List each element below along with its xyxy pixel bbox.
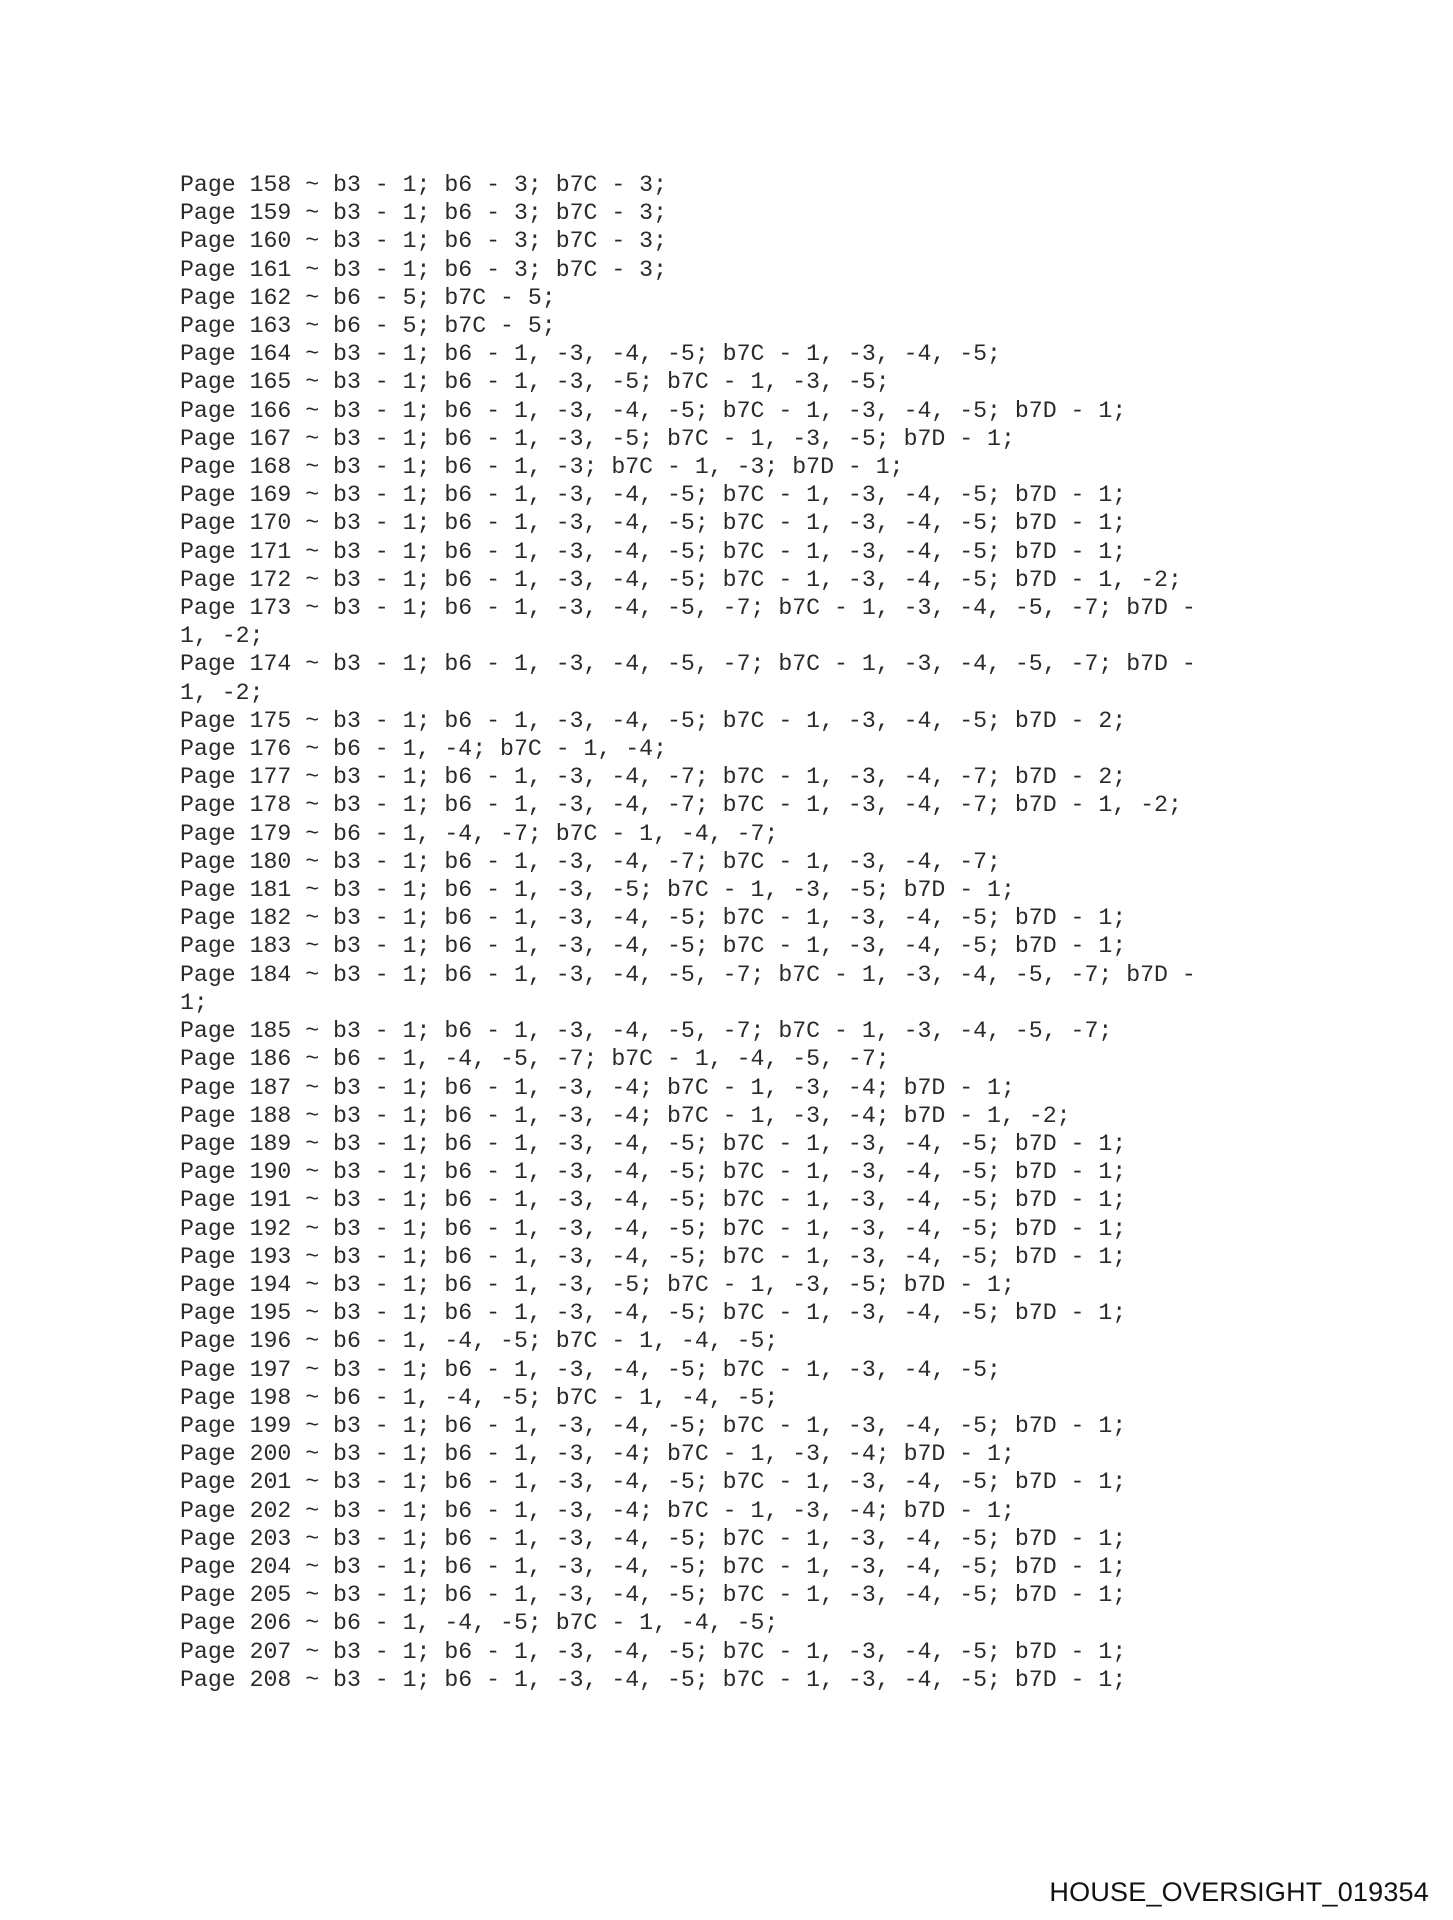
list-item: Page 192 ~ b3 - 1; b6 - 1, -3, -4, -5; b7C - 1, -3, -4, -5; b7D - 1; xyxy=(180,1215,1127,1242)
list-item: Page 197 ~ b3 - 1; b6 - 1, -3, -4, -5; b7C - 1, -3, -4, -5; xyxy=(180,1356,1001,1383)
list-item: Page 196 ~ b6 - 1, -4, -5; b7C - 1, -4, -5; xyxy=(180,1328,779,1355)
list-item: Page 162 ~ b6 - 5; b7C - 5; xyxy=(180,284,556,311)
list-item: Page 182 ~ b3 - 1; b6 - 1, -3, -4, -5; b7C - 1, -3, -4, -5; b7D - 1; xyxy=(180,905,1127,932)
list-item: Page 174 ~ b3 - 1; b6 - 1, -3, -4, -5, -7; b7C - 1, -3, -4, -5, -7; b7D - 1, -2; xyxy=(180,651,1196,706)
list-item: Page 178 ~ b3 - 1; b6 - 1, -3, -4, -7; b7C - 1, -3, -4, -7; b7D - 1, -2; xyxy=(180,792,1182,819)
list-item: Page 159 ~ b3 - 1; b6 - 3; b7C - 3; xyxy=(180,200,668,227)
list-item: Page 181 ~ b3 - 1; b6 - 1, -3, -5; b7C - 1, -3, -5; b7D - 1; xyxy=(180,877,1015,904)
list-item: Page 167 ~ b3 - 1; b6 - 1, -3, -5; b7C - 1, -3, -5; b7D - 1; xyxy=(180,425,1015,452)
exemption-list xyxy=(180,171,1290,1694)
list-item: Page 202 ~ b3 - 1; b6 - 1, -3, -4; b7C - 1, -3, -4; b7D - 1; xyxy=(180,1497,1015,1524)
list-item: Page 177 ~ b3 - 1; b6 - 1, -3, -4, -7; b7C - 1, -3, -4, -7; b7D - 2; xyxy=(180,764,1127,791)
list-item: Page 208 ~ b3 - 1; b6 - 1, -3, -4, -5; b7C - 1, -3, -4, -5; b7D - 1; xyxy=(180,1666,1127,1693)
list-item: Page 161 ~ b3 - 1; b6 - 3; b7C - 3; xyxy=(180,256,668,283)
list-item: Page 169 ~ b3 - 1; b6 - 1, -3, -4, -5; b7C - 1, -3, -4, -5; b7D - 1; xyxy=(180,482,1127,509)
list-item: Page 191 ~ b3 - 1; b6 - 1, -3, -4, -5; b7C - 1, -3, -4, -5; b7D - 1; xyxy=(180,1187,1127,1214)
list-item: Page 204 ~ b3 - 1; b6 - 1, -3, -4, -5; b7C - 1, -3, -4, -5; b7D - 1; xyxy=(180,1553,1127,1580)
list-item: Page 163 ~ b6 - 5; b7C - 5; xyxy=(180,313,556,340)
list-item: Page 190 ~ b3 - 1; b6 - 1, -3, -4, -5; b7C - 1, -3, -4, -5; b7D - 1; xyxy=(180,1159,1127,1186)
list-item: Page 171 ~ b3 - 1; b6 - 1, -3, -4, -5; b7C - 1, -3, -4, -5; b7D - 1; xyxy=(180,538,1127,565)
list-item: Page 179 ~ b6 - 1, -4, -7; b7C - 1, -4, -7; xyxy=(180,820,779,847)
list-item: Page 184 ~ b3 - 1; b6 - 1, -3, -4, -5, -7; b7C - 1, -3, -4, -5, -7; b7D - 1; xyxy=(180,961,1196,1016)
list-item: Page 173 ~ b3 - 1; b6 - 1, -3, -4, -5, -7; b7C - 1, -3, -4, -5, -7; b7D - 1, -2; xyxy=(180,595,1196,650)
list-item: Page 207 ~ b3 - 1; b6 - 1, -3, -4, -5; b7C - 1, -3, -4, -5; b7D - 1; xyxy=(180,1638,1127,1665)
list-item: Page 175 ~ b3 - 1; b6 - 1, -3, -4, -5; b7C - 1, -3, -4, -5; b7D - 2; xyxy=(180,707,1127,734)
list-item: Page 176 ~ b6 - 1, -4; b7C - 1, -4; xyxy=(180,736,668,763)
list-item: Page 180 ~ b3 - 1; b6 - 1, -3, -4, -7; b7C - 1, -3, -4, -7; xyxy=(180,848,1001,875)
list-item: Page 187 ~ b3 - 1; b6 - 1, -3, -4; b7C - 1, -3, -4; b7D - 1; xyxy=(180,1074,1015,1101)
list-item: Page 186 ~ b6 - 1, -4, -5, -7; b7C - 1, -4, -5, -7; xyxy=(180,1046,890,1073)
list-item: Page 198 ~ b6 - 1, -4, -5; b7C - 1, -4, -5; xyxy=(180,1384,779,1411)
list-item: Page 194 ~ b3 - 1; b6 - 1, -3, -5; b7C - 1, -3, -5; b7D - 1; xyxy=(180,1271,1015,1298)
list-item: Page 160 ~ b3 - 1; b6 - 3; b7C - 3; xyxy=(180,228,668,255)
list-item: Page 165 ~ b3 - 1; b6 - 1, -3, -5; b7C - 1, -3, -5; xyxy=(180,369,890,396)
list-item: Page 170 ~ b3 - 1; b6 - 1, -3, -4, -5; b7C - 1, -3, -4, -5; b7D - 1; xyxy=(180,510,1127,537)
list-item: Page 200 ~ b3 - 1; b6 - 1, -3, -4; b7C - 1, -3, -4; b7D - 1; xyxy=(180,1441,1015,1468)
list-item: Page 206 ~ b6 - 1, -4, -5; b7C - 1, -4, -5; xyxy=(180,1610,779,1637)
list-item: Page 199 ~ b3 - 1; b6 - 1, -3, -4, -5; b7C - 1, -3, -4, -5; b7D - 1; xyxy=(180,1412,1127,1439)
list-item: Page 183 ~ b3 - 1; b6 - 1, -3, -4, -5; b7C - 1, -3, -4, -5; b7D - 1; xyxy=(180,933,1127,960)
list-item: Page 203 ~ b3 - 1; b6 - 1, -3, -4, -5; b7C - 1, -3, -4, -5; b7D - 1; xyxy=(180,1525,1127,1552)
list-item: Page 158 ~ b3 - 1; b6 - 3; b7C - 3; xyxy=(180,172,668,198)
list-item: Page 168 ~ b3 - 1; b6 - 1, -3; b7C - 1, -3; b7D - 1; xyxy=(180,454,904,481)
bates-number: HOUSE_OVERSIGHT_019354 xyxy=(1049,1877,1429,1907)
list-item: Page 201 ~ b3 - 1; b6 - 1, -3, -4, -5; b7C - 1, -3, -4, -5; b7D - 1; xyxy=(180,1469,1127,1496)
list-item: Page 193 ~ b3 - 1; b6 - 1, -3, -4, -5; b7C - 1, -3, -4, -5; b7D - 1; xyxy=(180,1243,1127,1270)
list-item: Page 164 ~ b3 - 1; b6 - 1, -3, -4, -5; b7C - 1, -3, -4, -5; xyxy=(180,341,1001,368)
list-item: Page 189 ~ b3 - 1; b6 - 1, -3, -4, -5; b7C - 1, -3, -4, -5; b7D - 1; xyxy=(180,1130,1127,1157)
list-item: Page 185 ~ b3 - 1; b6 - 1, -3, -4, -5, -7; b7C - 1, -3, -4, -5, -7; xyxy=(180,1018,1113,1045)
list-item: Page 205 ~ b3 - 1; b6 - 1, -3, -4, -5; b7C - 1, -3, -4, -5; b7D - 1; xyxy=(180,1582,1127,1609)
list-item: Page 195 ~ b3 - 1; b6 - 1, -3, -4, -5; b7C - 1, -3, -4, -5; b7D - 1; xyxy=(180,1300,1127,1327)
list-item: Page 166 ~ b3 - 1; b6 - 1, -3, -4, -5; b7C - 1, -3, -4, -5; b7D - 1; xyxy=(180,397,1127,424)
list-item: Page 188 ~ b3 - 1; b6 - 1, -3, -4; b7C - 1, -3, -4; b7D - 1, -2; xyxy=(180,1102,1071,1129)
list-item: Page 172 ~ b3 - 1; b6 - 1, -3, -4, -5; b7C - 1, -3, -4, -5; b7D - 1, -2; xyxy=(180,566,1182,593)
